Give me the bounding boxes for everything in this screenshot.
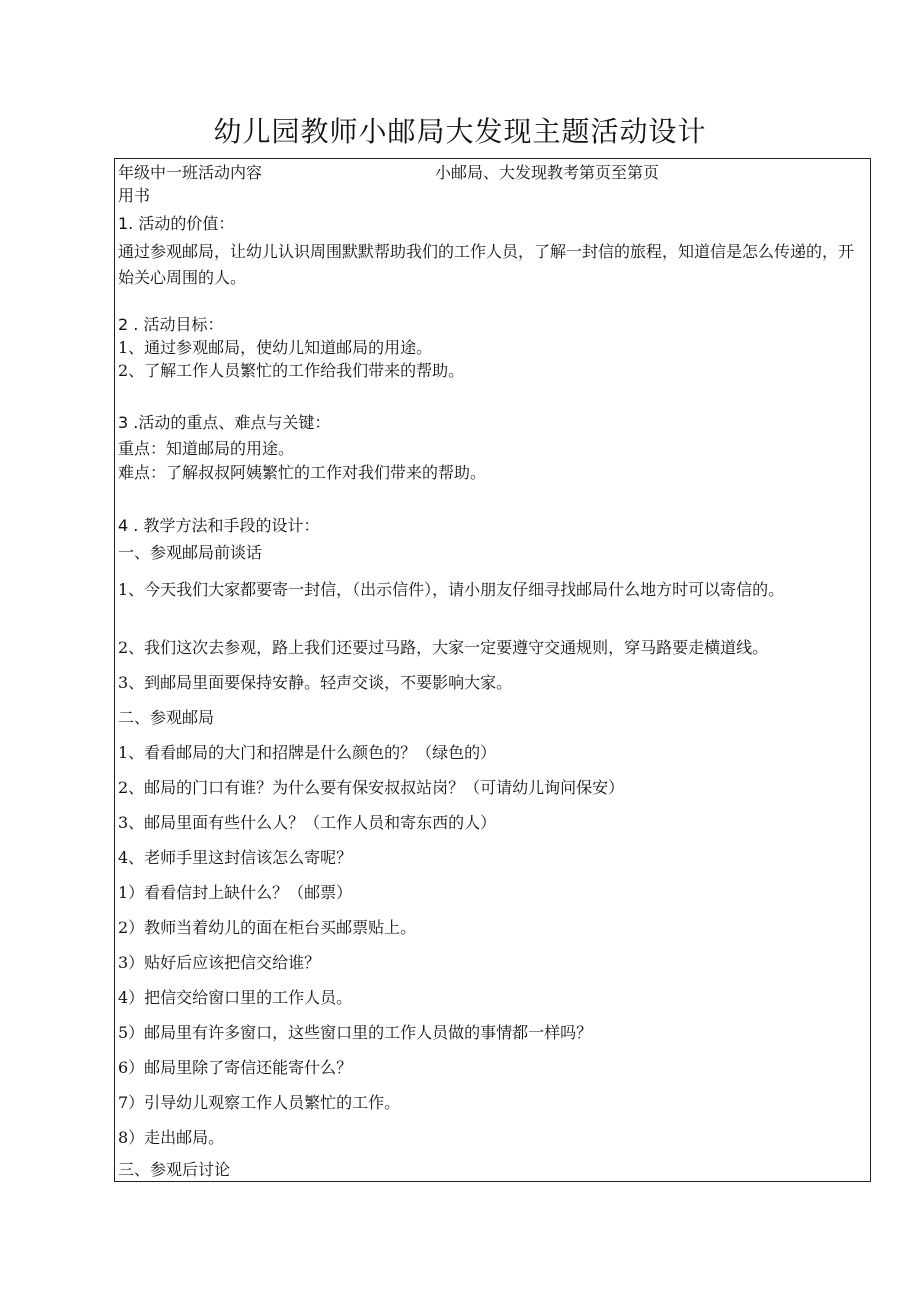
part2-subitem: 5）邮局里有许多窗口，这些窗口里的工作人员做的事情都一样吗？ [118,1023,593,1042]
value-text: 通过参观邮局，让幼儿认识周围默默帮助我们的工作人员，了解一封信的旅程，知道信是怎么传递的，开始关心周围的人。 [118,242,855,287]
part2-subitem: 6）邮局里除了寄信还能寄什么？ [118,1058,353,1077]
part3-heading: 三、参观后讨论 [118,1160,231,1179]
goal-item: 1、通过参观邮局，使幼儿知道邮局的用途。 [118,338,433,357]
goal-item: 2、了解工作人员繁忙的工作给我们带来的帮助。 [118,361,465,380]
part2-subitem: 3）贴好后应该把信交给谁？ [118,953,321,972]
part2-subitem: 8）走出邮局。 [118,1128,225,1147]
part2-heading: 二、参观邮局 [118,708,215,727]
grade-label: 年级中一班活动内容 [118,163,263,182]
part2-subitem: 4）把信交给窗口里的工作人员。 [118,988,353,1007]
method-heading: 4 . 教学方法和手段的设计： [118,516,320,535]
document-title: 幼儿园教师小邮局大发现主题活动设计 [213,115,707,148]
part1-heading: 一、参观邮局前谈话 [118,543,263,562]
part2-item: 2、邮局的门口有谁？为什么要有保安叔叔站岗？（可请幼儿询问保安） [118,778,625,797]
value-heading: 1. 活动的价值： [118,214,235,233]
difficulty-point: 难点：了解叔叔阿姨繁忙的工作对我们带来的帮助。 [118,463,487,482]
part2-item: 4、老师手里这封信该怎么寄呢？ [118,848,353,867]
part1-item: 2、我们这次去参观，路上我们还要过马路，大家一定要遵守交通规则，穿马路要走横道线。 [118,638,769,657]
key-point: 重点：知道邮局的用途。 [118,439,295,458]
part2-subitem: 7）引导幼儿观察工作人员繁忙的工作。 [118,1093,401,1112]
part2-subitem: 1）看看信封上缺什么？（邮票） [118,883,353,902]
lesson-plan-table [114,158,871,1182]
key-heading: 3 .活动的重点、难点与关键： [118,413,331,432]
part2-item: 1、看看邮局的大门和招牌是什么颜色的？（绿色的） [118,743,497,762]
part2-subitem: 2）教师当着幼儿的面在柜台买邮票贴上。 [118,918,417,937]
part2-item: 3、邮局里面有些什么人？（工作人员和寄东西的人） [118,813,497,832]
content-label: 小邮局、大发现教考第页至第页 [435,163,660,182]
part1-item: 1、今天我们大家都要寄一封信，（出示信件），请小朋友仔细寻找邮局什么地方时可以寄信的。 [118,580,785,599]
part1-item: 3、到邮局里面要保持安静。轻声交谈，不要影响大家。 [118,673,513,692]
goals-heading: 2 . 活动目标： [118,315,224,334]
book-label: 用书 [118,186,151,205]
